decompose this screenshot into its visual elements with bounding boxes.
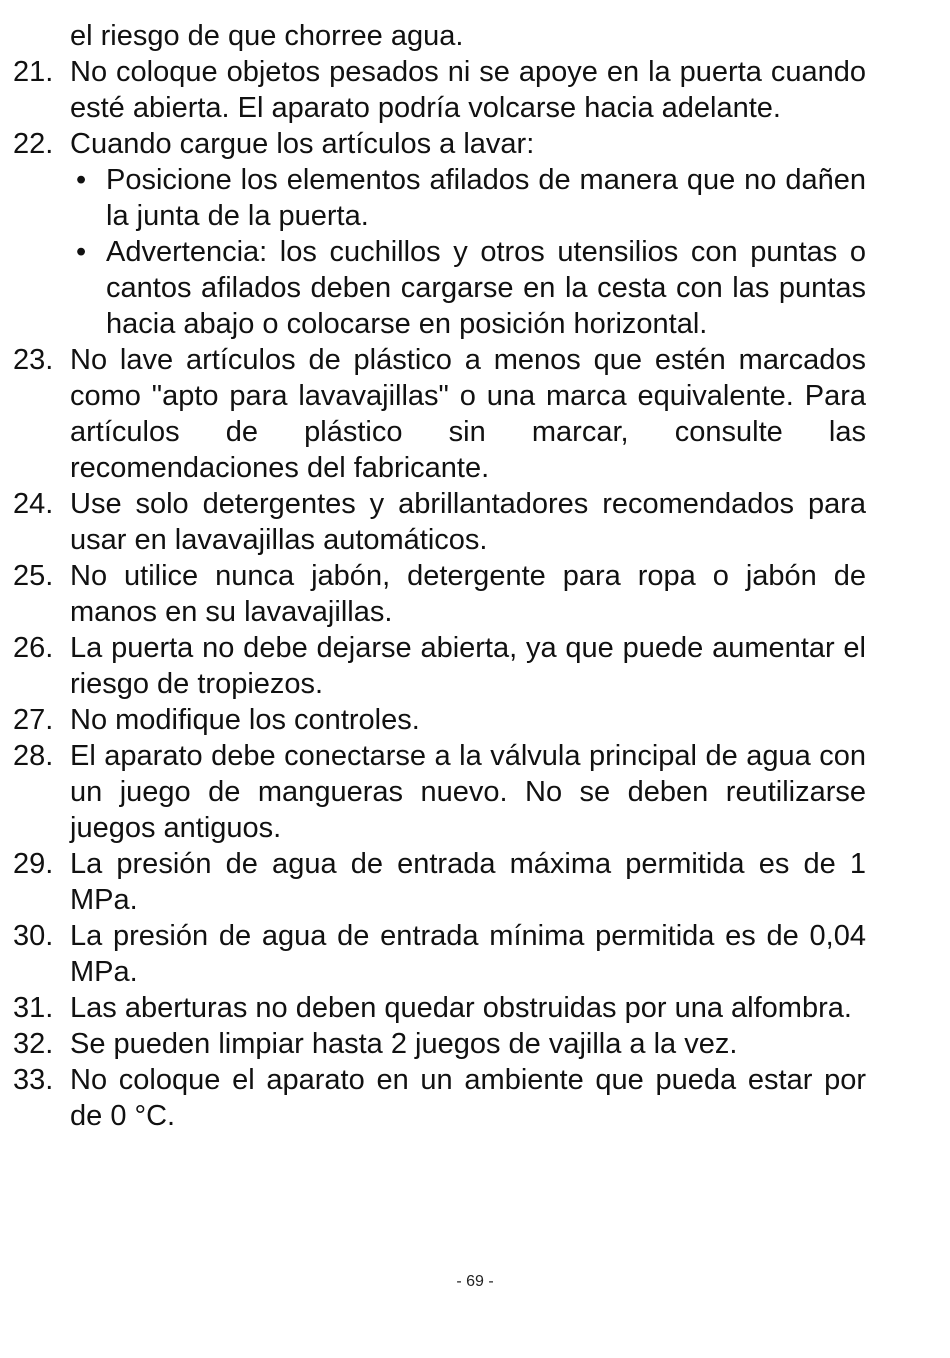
- item-number: 32.: [13, 1028, 54, 1060]
- sub-bullet-item: [76, 162, 866, 234]
- item-text: Use solo detergentes y abrillantadores recomendados para usar en lavavajillas automáticos.: [70, 488, 866, 556]
- item-text: Se pueden limpiar hasta 2 juegos de vajilla a la vez.: [70, 1028, 738, 1060]
- list-item-23: [13, 342, 866, 486]
- list-item-25: [13, 558, 866, 630]
- list-item-33: [13, 1062, 866, 1134]
- item-text: La presión de agua de entrada máxima permitida es de 1 MPa.: [70, 848, 866, 916]
- item-text: No lave artículos de plástico a menos que estén marcados como "apto para lavavajillas" o una marca equivalente. Para artículos de plástico sin marcar, consulte las recomendaciones del fabricante.: [70, 344, 866, 484]
- item-number: 30.: [13, 920, 54, 952]
- item-number: 29.: [13, 848, 54, 880]
- bullet-icon: •: [76, 236, 87, 268]
- list-item-31: [13, 990, 866, 1026]
- item-number: 26.: [13, 632, 54, 664]
- sub-bullet-list: [70, 162, 866, 342]
- item-text: Cuando cargue los artículos a lavar:: [70, 128, 535, 160]
- item-text: Las aberturas no deben quedar obstruidas por una alfombra.: [70, 992, 852, 1024]
- item-text: La presión de agua de entrada mínima permitida es de 0,04 MPa.: [70, 920, 866, 988]
- item-number: 22.: [13, 128, 54, 160]
- list-item-30: [13, 918, 866, 990]
- item-number: 33.: [13, 1064, 54, 1096]
- item-number: 23.: [13, 344, 54, 376]
- item-text: No modifique los controles.: [70, 704, 420, 736]
- item-number: 31.: [13, 992, 54, 1024]
- item-text: No utilice nunca jabón, detergente para ropa o jabón de manos en su lavavajillas.: [70, 560, 866, 628]
- list-item-22: [13, 126, 866, 342]
- item-number: 21.: [13, 56, 54, 88]
- continuation-text: el riesgo de que chorree agua.: [70, 20, 464, 52]
- item-number: 28.: [13, 740, 54, 772]
- item-text: No coloque el aparato en un ambiente que pueda estar por de 0 °C.: [70, 1064, 866, 1132]
- sub-bullet-item: [76, 234, 866, 342]
- item-number: 25.: [13, 560, 54, 592]
- list-item-29: [13, 846, 866, 918]
- list-item-27: [13, 702, 866, 738]
- bullet-text: Posicione los elementos afilados de manera que no dañen la junta de la puerta.: [106, 164, 866, 232]
- safety-instructions-list: [0, 54, 950, 1134]
- list-item-26: [13, 630, 866, 702]
- document-page: [0, 18, 950, 1134]
- list-item-32: [13, 1026, 866, 1062]
- bullet-text: Advertencia: los cuchillos y otros utensilios con puntas o cantos afilados deben cargarse en la cesta con las puntas hacia abajo o colocarse en posición horizontal.: [106, 236, 866, 340]
- item-number: 27.: [13, 704, 54, 736]
- item-text: No coloque objetos pesados ni se apoye en la puerta cuando esté abierta. El aparato podría volcarse hacia adelante.: [70, 56, 866, 124]
- bullet-icon: •: [76, 164, 87, 196]
- item-text: El aparato debe conectarse a la válvula principal de agua con un juego de mangueras nuevo. No se deben reutilizarse juegos antiguos.: [70, 740, 866, 844]
- list-item-28: [13, 738, 866, 846]
- item-text: La puerta no debe dejarse abierta, ya que puede aumentar el riesgo de tropiezos.: [70, 632, 866, 700]
- page-number: - 69 -: [456, 1273, 494, 1290]
- list-item-21: [13, 54, 866, 126]
- item-number: 24.: [13, 488, 54, 520]
- list-item-24: [13, 486, 866, 558]
